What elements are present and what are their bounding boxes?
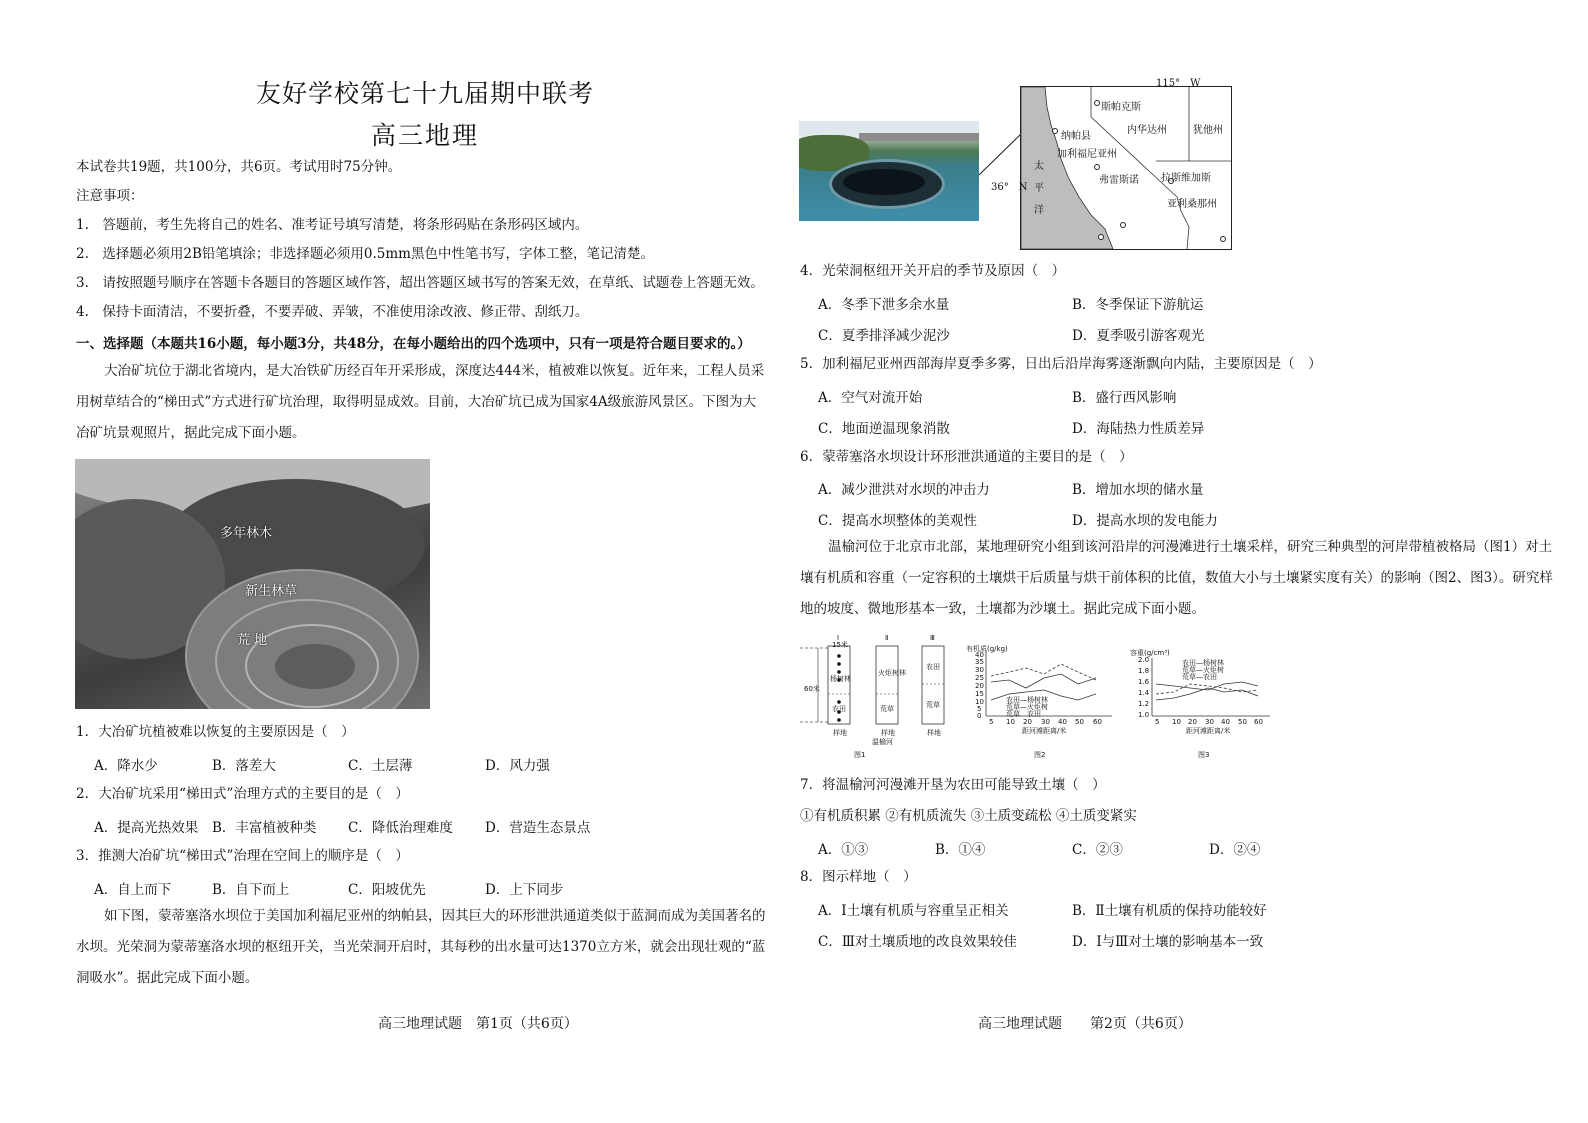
california-map bbox=[1020, 86, 1232, 250]
fig2-ytick: 40 bbox=[975, 651, 984, 659]
fig1-iii-grass: 荒草 bbox=[926, 701, 940, 709]
fig1-bottom-iii: 样地 bbox=[927, 729, 941, 737]
figure-3-bulk-density-chart bbox=[1130, 644, 1280, 762]
q3-option-c[interactable]: C．阳坡优先 bbox=[348, 882, 426, 898]
q4-option-a[interactable]: A．冬季下泄多余水量 bbox=[818, 297, 950, 313]
q8-option-c[interactable]: C．Ⅲ对土壤质地的改良效果较佳 bbox=[818, 934, 1017, 950]
q5-option-a[interactable]: A．空气对流开始 bbox=[818, 390, 923, 406]
map-longitude-label: 115° W bbox=[1156, 78, 1201, 89]
fig2-ytick: 20 bbox=[975, 682, 984, 690]
fig3-xtick: 30 bbox=[1205, 718, 1214, 726]
map-label-nevada: 内华达州 bbox=[1127, 125, 1167, 136]
mine-pit-photo bbox=[75, 459, 430, 709]
fig3-ytick: 1.2 bbox=[1138, 700, 1150, 708]
photo-label-wasteland: 荒 地 bbox=[237, 633, 268, 648]
q5-option-c[interactable]: C．地面逆温现象消散 bbox=[818, 421, 950, 437]
q6-option-d[interactable]: D．提高水坝的发电能力 bbox=[1072, 513, 1218, 529]
map-label-pacific-2: 平 bbox=[1034, 183, 1044, 194]
fig1-bottom-i: 样地 bbox=[833, 729, 847, 737]
question-5-stem: 5．加利福尼亚州西部海岸夏季多雾，日出后沿岸海雾逐渐飘向内陆，主要原因是（ ） bbox=[800, 356, 1322, 372]
fig3-legend: 农田—杨树林 bbox=[1182, 659, 1224, 667]
fig3-xtick: 50 bbox=[1238, 718, 1247, 726]
fig1-col-i: Ⅰ bbox=[837, 634, 840, 642]
notice-item: 3. 请按照题号顺序在答题卡各题目的答题区域作答，超出答题区域书写的答案无效，在草纸、试题卷上答题无效。 bbox=[76, 275, 764, 291]
q5-option-b[interactable]: B．盛行西风影响 bbox=[1072, 390, 1177, 406]
question-6-stem: 6．蒙蒂塞洛水坝设计环形泄洪通道的主要目的是（ ） bbox=[800, 449, 1133, 465]
fig1-height: 60米 bbox=[804, 685, 820, 693]
q7-statements: ①有机质积累 ②有机质流失 ③土质变疏松 ④土质变紧实 bbox=[800, 808, 1137, 824]
fig2-ytick: 15 bbox=[975, 690, 984, 698]
fig3-name: 图3 bbox=[1198, 751, 1210, 759]
fig3-ytick: 1.0 bbox=[1138, 711, 1150, 719]
map-label-utah: 犹他州 bbox=[1193, 125, 1223, 136]
q1-option-b[interactable]: B．落差大 bbox=[212, 758, 276, 774]
fig3-xtick: 20 bbox=[1188, 718, 1197, 726]
q6-option-b[interactable]: B．增加水坝的储水量 bbox=[1072, 482, 1204, 498]
map-latitude-label: 36° N bbox=[991, 182, 1028, 193]
fig2-ytick: 25 bbox=[975, 674, 984, 682]
map-label-fresno: 弗雷斯诺 bbox=[1099, 175, 1139, 186]
fig1-name: 图1 bbox=[854, 751, 866, 759]
fig2-xtick: 20 bbox=[1023, 718, 1032, 726]
page-title: 友好学校第七十九届期中联考 bbox=[255, 79, 594, 108]
fig2-ytick: 30 bbox=[975, 666, 984, 674]
map-label-arizona: 亚利桑那州 bbox=[1167, 199, 1217, 210]
fig1-ii-grass: 荒草 bbox=[880, 705, 894, 713]
q7-option-c[interactable]: C．②③ bbox=[1072, 842, 1123, 858]
exam-page-2 bbox=[794, 0, 1588, 1123]
q2-option-c[interactable]: C．降低治理难度 bbox=[348, 820, 453, 836]
q2-option-d[interactable]: D．营造生态景点 bbox=[485, 820, 591, 836]
fig1-ii-sumac: 火炬树林 bbox=[878, 669, 906, 677]
photo-label-new-vegetation: 新生林草 bbox=[245, 584, 298, 599]
question-4-stem: 4．光荣洞枢纽开关开启的季节及原因（ ） bbox=[800, 263, 1066, 279]
fig1-river: 温榆河 bbox=[872, 738, 893, 746]
notice-item: 1. 答题前，考生先将自己的姓名、准考证号填写清楚，将条形码贴在条形码区域内。 bbox=[76, 217, 589, 233]
fig2-xtick: 5 bbox=[989, 718, 994, 726]
q8-option-d[interactable]: D．Ⅰ与Ⅲ对土壤的影响基本一致 bbox=[1072, 934, 1264, 950]
q2-option-b[interactable]: B．丰富植被种类 bbox=[212, 820, 317, 836]
q1-option-a[interactable]: A．降水少 bbox=[94, 758, 158, 774]
page-subtitle: 高三地理 bbox=[370, 121, 479, 150]
fig2-xtick: 50 bbox=[1075, 718, 1084, 726]
page-footer: 高三地理试题 第2页（共6页） bbox=[978, 1016, 1192, 1032]
fig1-bottom-ii: 样地 bbox=[881, 729, 895, 737]
passage-dayekuang: 大冶矿坑位于湖北省境内，是大冶铁矿历经百年开采形成，深度达444米，植被难以恢复。近年来，工程人员采用树草结合的“梯田式”方式进行矿坑治理，取得明显成效。目前，大冶矿坑已成为国家4A级旅游风景区。下图为大冶矿坑景观照片，据此完成下面小题。 bbox=[76, 363, 765, 441]
map-label-pacific-1: 太 bbox=[1034, 161, 1044, 172]
fig2-xtick: 10 bbox=[1006, 718, 1015, 726]
q3-option-a[interactable]: A．自上而下 bbox=[94, 882, 172, 898]
q7-option-b[interactable]: B．①④ bbox=[935, 842, 986, 858]
fig2-ytick: 35 bbox=[975, 658, 984, 666]
q6-option-c[interactable]: C．提高水坝整体的美观性 bbox=[818, 513, 977, 529]
section-title: 一、选择题（本题共16小题，每小题3分，共48分，在每小题给出的四个选项中，只有一项是符合题目要求的。） bbox=[76, 336, 751, 352]
fig2-legend: 农田—杨树林 bbox=[1006, 696, 1048, 704]
fig1-col-iii: Ⅲ bbox=[930, 634, 935, 642]
notice-item: 4. 保持卡面清洁，不要折叠，不要弄破、弄皱，不准使用涂改液、修正带、刮纸刀。 bbox=[76, 304, 589, 320]
q4-option-b[interactable]: B．冬季保证下游航运 bbox=[1072, 297, 1204, 313]
fig3-ytick: 1.6 bbox=[1138, 678, 1150, 686]
fig3-ylabel: 容重(g/cm³) bbox=[1130, 649, 1170, 657]
fig1-iii-farmland: 农田 bbox=[926, 663, 940, 671]
fig1-col-ii: Ⅱ bbox=[885, 634, 889, 642]
q2-option-a[interactable]: A．提高光热效果 bbox=[94, 820, 199, 836]
map-label-napa: 纳帕县 bbox=[1061, 131, 1091, 142]
fig3-legend: 荒草—农田 bbox=[1182, 673, 1217, 681]
fig3-ytick: 1.8 bbox=[1138, 667, 1150, 675]
q3-option-b[interactable]: B．自下而上 bbox=[212, 882, 290, 898]
page-footer: 高三地理试题 第1页（共6页） bbox=[378, 1016, 578, 1032]
fig3-xtick: 40 bbox=[1221, 718, 1230, 726]
fig2-xtick: 40 bbox=[1058, 718, 1067, 726]
exam-intro: 本试卷共19题，共100分，共6页。考试用时75分钟。 bbox=[76, 159, 402, 175]
q1-option-d[interactable]: D．风力强 bbox=[485, 758, 550, 774]
fig3-xtick: 5 bbox=[1155, 718, 1160, 726]
fig2-ylabel: 有机质(g/kg) bbox=[966, 645, 1008, 653]
question-7-stem: 7．将温榆河河漫滩开垦为农田可能导致土壤（ ） bbox=[800, 777, 1106, 793]
fig3-ytick: 2.0 bbox=[1138, 656, 1150, 664]
question-8-stem: 8．图示样地（ ） bbox=[800, 869, 917, 885]
map-label-california: 加利福尼亚州 bbox=[1057, 149, 1117, 160]
fig1-i-poplar: 杨树林 bbox=[830, 675, 851, 683]
q7-option-d[interactable]: D．②④ bbox=[1209, 842, 1261, 858]
q6-option-a[interactable]: A．减少泄洪对水坝的冲击力 bbox=[818, 482, 990, 498]
q5-option-d[interactable]: D．海陆热力性质差异 bbox=[1072, 421, 1205, 437]
fig3-xlabel: 距河滩距离/米 bbox=[1186, 727, 1231, 735]
q7-option-a[interactable]: A．①③ bbox=[818, 842, 869, 858]
fig3-ytick: 1.4 bbox=[1138, 689, 1150, 697]
q1-option-c[interactable]: C．土层薄 bbox=[348, 758, 413, 774]
fig3-xtick: 60 bbox=[1254, 718, 1263, 726]
q3-option-d[interactable]: D．上下同步 bbox=[485, 882, 564, 898]
fig3-legend: 荒草—火炬树 bbox=[1182, 666, 1224, 674]
q4-option-d[interactable]: D．夏季吸引游客观光 bbox=[1072, 328, 1205, 344]
photo-label-old-forest: 多年林木 bbox=[220, 526, 273, 541]
fig2-xtick: 30 bbox=[1041, 718, 1050, 726]
map-label-pacific-3: 洋 bbox=[1034, 205, 1044, 216]
passage-monticello-dam: 如下图，蒙蒂塞洛水坝位于美国加利福尼亚州的纳帕县，因其巨大的环形泄洪通道类似于蓝洞而成为美国著名的水坝。光荣洞为蒙蒂塞洛水坝的枢纽开关，当光荣洞开启时，其每秒的出水量可达1370立方米，就会出现壮观的“蓝洞吸水”。据此完成下面小题。 bbox=[76, 908, 766, 986]
fig2-ytick: 5 bbox=[977, 705, 982, 713]
question-3-stem: 3．推测大冶矿坑“梯田式”治理在空间上的顺序是（ ） bbox=[76, 848, 409, 864]
q8-option-b[interactable]: B．Ⅱ土壤有机质的保持功能较好 bbox=[1072, 903, 1267, 919]
notice-heading: 注意事项： bbox=[76, 188, 144, 204]
fig2-legend: 荒草—火炬树 bbox=[1006, 703, 1048, 711]
fig2-name: 图2 bbox=[1034, 751, 1046, 759]
map-label-las-vegas: 拉斯维加斯 bbox=[1161, 173, 1211, 184]
fig2-ytick: 0 bbox=[977, 712, 982, 720]
passage-wenyu-river: 温榆河位于北京市北部，某地理研究小组到该河沿岸的河漫滩进行土壤采样，研究三种典型的河岸带植被格局（图1）对土壤有机质和容重（一定容积的土壤烘干后质量与烘干前体积的比值，数值大小与土壤紧实度有关）的影响（图2、图3）。研究样地的坡度、微地形基本一致，土壤都为沙壤土。据此完成下面小题。 bbox=[800, 539, 1553, 617]
q8-option-a[interactable]: A．Ⅰ土壤有机质与容重呈正相关 bbox=[818, 903, 1009, 919]
map-label-sparks: 斯帕克斯 bbox=[1101, 102, 1141, 113]
notice-item: 2. 选择题必须用2B铅笔填涂；非选择题必须用0.5mm黑色中性笔书写，字体工整，笔记清楚。 bbox=[76, 246, 654, 262]
question-2-stem: 2．大冶矿坑采用“梯田式”治理方式的主要目的是（ ） bbox=[76, 786, 409, 802]
callout-line bbox=[979, 120, 1024, 180]
figure-1-vegetation-pattern bbox=[800, 632, 950, 762]
fig1-i-top: 15米 bbox=[832, 641, 848, 649]
figure-2-organic-matter-chart bbox=[966, 644, 1116, 762]
fig3-xtick: 10 bbox=[1172, 718, 1181, 726]
fig2-ytick: 10 bbox=[975, 698, 984, 706]
fig2-legend: 荒草 农田 bbox=[1006, 710, 1041, 718]
fig2-xtick: 60 bbox=[1093, 718, 1102, 726]
question-1-stem: 1．大冶矿坑植被难以恢复的主要原因是（ ） bbox=[76, 724, 355, 740]
fig2-xlabel: 距河滩距离/米 bbox=[1022, 727, 1067, 735]
fig1-i-farmland: 农田 bbox=[832, 705, 846, 713]
q4-option-c[interactable]: C．夏季排泽减少泥沙 bbox=[818, 328, 950, 344]
glory-hole-photo bbox=[799, 121, 979, 221]
